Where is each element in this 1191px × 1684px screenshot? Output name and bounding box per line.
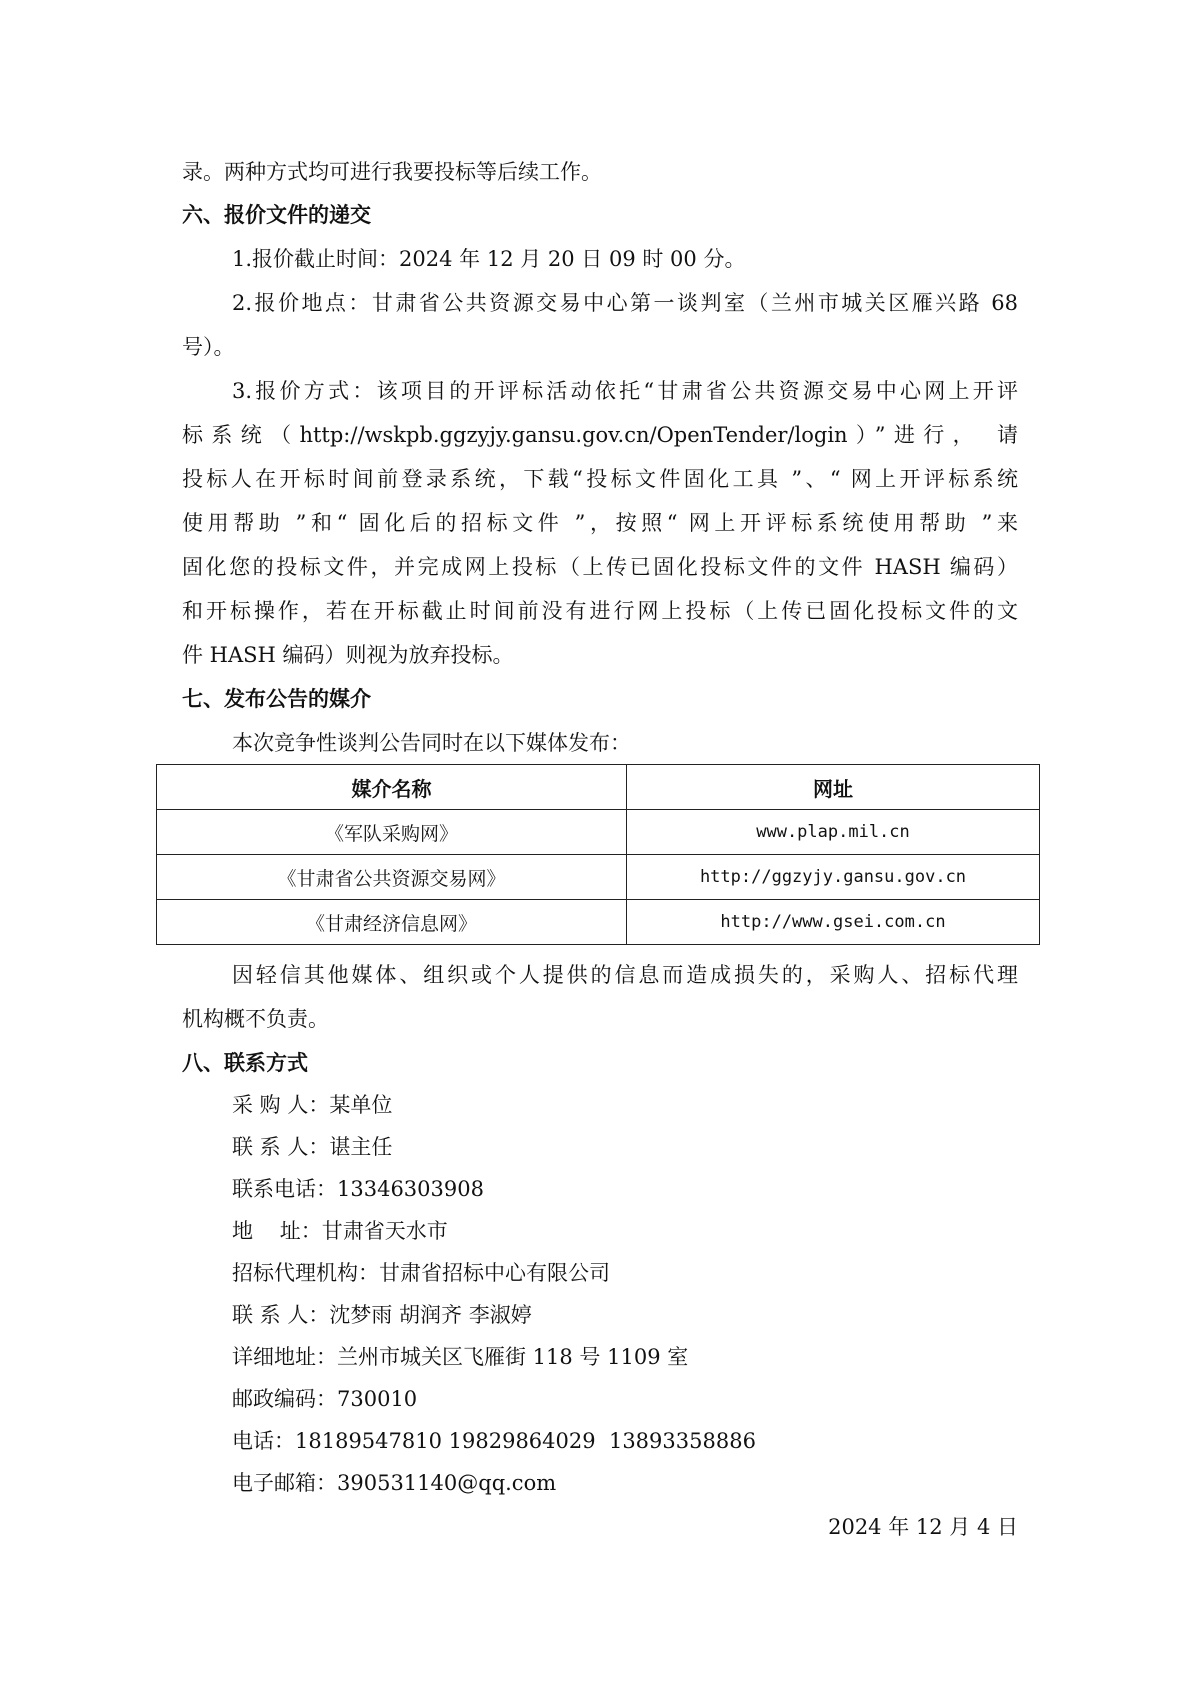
table-header-cell: 网址 xyxy=(627,765,1040,810)
contact-value: 甘肃省招标中心有限公司 xyxy=(379,1261,610,1285)
paragraph-line: 2.报价地点：甘肃省公共资源交易中心第一谈判室（兰州市城关区雁兴路 68 xyxy=(232,291,1018,315)
contact-label: 电子邮箱： xyxy=(232,1471,337,1495)
contact-line xyxy=(232,1426,756,1456)
paragraph-line: 3.报价方式：该项目的开评标活动依托“甘肃省公共资源交易中心网上开评 xyxy=(232,379,1018,403)
contact-line xyxy=(232,1300,532,1330)
table-row xyxy=(157,855,1040,900)
table-row xyxy=(157,900,1040,945)
contact-line xyxy=(232,1342,688,1372)
table-header-row xyxy=(157,765,1040,810)
contact-value: 730010 xyxy=(337,1387,418,1411)
paragraph-line: 因轻信其他媒体、组织或个人提供的信息而造成损失的，采购人、招标代理 xyxy=(232,963,1018,987)
contact-value: 兰州市城关区飞雁街 118 号 1109 室 xyxy=(337,1345,689,1369)
contact-line xyxy=(232,1132,392,1162)
paragraph-line: 使用帮助 ”和“ 固化后的招标文件 ”，按照“ 网上开评标系统使用帮助 ”来 xyxy=(182,511,1018,535)
table-row xyxy=(157,810,1040,855)
contact-label: 地 址： xyxy=(232,1219,322,1243)
contact-value: 390531140@qq.com xyxy=(337,1471,557,1495)
contact-value: 谌主任 xyxy=(329,1135,393,1159)
contact-value: 13346303908 xyxy=(337,1177,484,1201)
contact-line xyxy=(232,1468,556,1498)
contact-value: 18189547810 19829864029 13893358886 xyxy=(295,1429,756,1453)
paragraph-line: 固化您的投标文件，并完成网上投标（上传已固化投标文件的文件 HASH 编码） xyxy=(182,555,1018,579)
contact-label: 电话： xyxy=(232,1429,295,1453)
media-url-cell: http://www.gsei.com.cn xyxy=(627,900,1040,945)
media-name-cell: 《甘肃省公共资源交易网》 xyxy=(157,855,627,900)
paragraph-line: 本次竞争性谈判公告同时在以下媒体发布： xyxy=(232,731,631,755)
contact-label: 招标代理机构： xyxy=(232,1261,379,1285)
contact-line xyxy=(232,1384,417,1414)
contact-line xyxy=(232,1090,392,1120)
media-url-cell: www.plap.mil.cn xyxy=(627,810,1040,855)
paragraph-line: 录。两种方式均可进行我要投标等后续工作。 xyxy=(182,160,602,184)
contact-line xyxy=(232,1216,448,1246)
contact-value: 沈梦雨 胡润齐 李淑婷 xyxy=(329,1303,532,1327)
contact-line xyxy=(232,1258,610,1288)
paragraph-line: 标系统（http://wskpb.ggzyjy.gansu.gov.cn/OpenTender/login）”进行， 请 xyxy=(182,423,1018,447)
table-header-cell: 媒介名称 xyxy=(157,765,627,810)
paragraph-line: 1.报价截止时间：2024 年 12 月 20 日 09 时 00 分。 xyxy=(232,247,746,271)
contact-label: 采 购 人： xyxy=(232,1093,330,1117)
paragraph-line: 投标人在开标时间前登录系统，下载“投标文件固化工具 ”、“ 网上开评标系统 xyxy=(182,467,1018,491)
media-table xyxy=(156,764,1040,945)
section-heading-7: 七、发布公告的媒介 xyxy=(182,687,371,711)
contact-line xyxy=(232,1174,484,1204)
contact-label: 联 系 人： xyxy=(232,1135,330,1159)
contact-label: 联系电话： xyxy=(232,1177,337,1201)
contact-value: 甘肃省天水市 xyxy=(321,1219,448,1243)
contact-label: 详细地址： xyxy=(232,1345,337,1369)
paragraph-line: 号）。 xyxy=(182,335,235,359)
document-date: 2024 年 12 月 4 日 xyxy=(828,1515,1018,1539)
paragraph-line: 机构概不负责。 xyxy=(182,1007,329,1031)
media-name-cell: 《军队采购网》 xyxy=(157,810,627,855)
media-url-cell: http://ggzyjy.gansu.gov.cn xyxy=(627,855,1040,900)
paragraph-line: 件 HASH 编码）则视为放弃投标。 xyxy=(182,643,514,667)
section-heading-8: 八、联系方式 xyxy=(182,1051,308,1075)
section-heading-6: 六、报价文件的递交 xyxy=(182,203,371,227)
media-name-cell: 《甘肃经济信息网》 xyxy=(157,900,627,945)
contact-label: 邮政编码： xyxy=(232,1387,337,1411)
paragraph-line: 和开标操作，若在开标截止时间前没有进行网上投标（上传已固化投标文件的文 xyxy=(182,599,1018,623)
contact-value: 某单位 xyxy=(329,1093,393,1117)
contact-label: 联 系 人： xyxy=(232,1303,330,1327)
